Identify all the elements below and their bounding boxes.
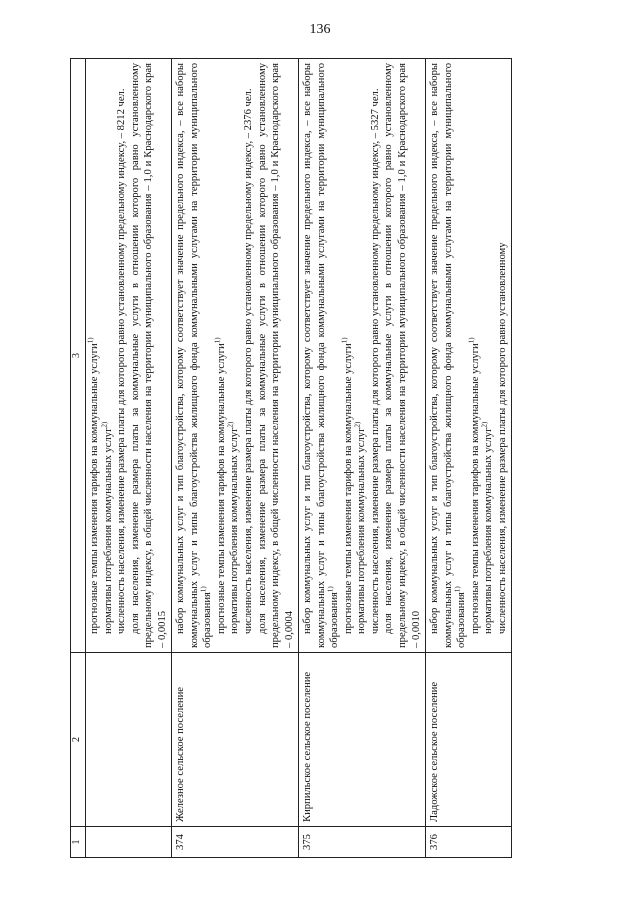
- footnote-marker: 2): [353, 421, 362, 428]
- description-text: нормативы потребления коммунальных услуг: [102, 427, 114, 634]
- footnote-marker: 1): [213, 337, 222, 344]
- description-line: [496, 63, 510, 648]
- footnote-marker: 1): [467, 337, 476, 344]
- description-line: [369, 63, 383, 648]
- footnote-marker: 1): [199, 586, 208, 593]
- header-col-3: 3: [71, 59, 86, 653]
- table-row: [426, 59, 512, 858]
- footnote-marker: 1): [453, 586, 462, 593]
- data-table: [70, 58, 512, 858]
- description-text: нормативы потребления коммунальных услуг: [229, 427, 241, 634]
- row-number: 375: [299, 827, 426, 858]
- footnote-marker: 1): [340, 337, 349, 344]
- row-description: [86, 59, 172, 653]
- description-line: [215, 63, 229, 648]
- description-line: [469, 63, 483, 648]
- description-line: [382, 63, 423, 648]
- table-row: [299, 59, 426, 858]
- row-number: [86, 827, 172, 858]
- table-row: [172, 59, 299, 858]
- row-description: [299, 59, 426, 653]
- settlement-name: Ладожское сельское поселение: [426, 653, 512, 827]
- description-line: [174, 63, 215, 648]
- description-text: нормативы потребления коммунальных услуг: [483, 427, 495, 634]
- description-line: [242, 63, 256, 648]
- header-row: [71, 59, 86, 858]
- description-line: [88, 63, 102, 648]
- description-line: [228, 63, 242, 648]
- header-col-2: 2: [71, 653, 86, 827]
- row-number: 374: [172, 827, 299, 858]
- page-number: 136: [309, 22, 331, 37]
- settlement-name: Кирпильское сельское поселение: [299, 653, 426, 827]
- description-line: [301, 63, 342, 648]
- description-line: [115, 63, 129, 648]
- description-text: численность населения, изменение размера платы для которого равно установленному предельному индексу, – 2376 чел.: [243, 88, 255, 634]
- description-text: прогнозные темпы изменения тарифов на коммунальные услуги: [215, 343, 227, 634]
- description-text: набор коммунальных услуг и тип благоустройства, которому соответствует значение предельного индекса, – все наборы коммунальных услуг и типы благоустройства жилищного фонда коммунальными услугами на территории муниципального образования: [302, 63, 341, 648]
- settlement-name: [86, 653, 172, 827]
- description-text: прогнозные темпы изменения тарифов на коммунальные услуги: [469, 343, 481, 634]
- description-text: численность населения, изменение размера платы для которого равно установленному предельному индексу, – 5327 чел.: [369, 88, 381, 634]
- description-line: [102, 63, 116, 648]
- rotated-table-container: [70, 58, 560, 858]
- header-col-1: 1: [71, 827, 86, 858]
- description-line: [355, 63, 369, 648]
- description-text: набор коммунальных услуг и тип благоустройства, которому соответствует значение предельного индекса, – все наборы коммунальных услуг и типы благоустройства жилищного фонда коммунальными услугами на территории муниципального образования: [175, 63, 214, 648]
- footnote-marker: 2): [480, 421, 489, 428]
- description-text: нормативы потребления коммунальных услуг: [356, 427, 368, 634]
- description-text: прогнозные темпы изменения тарифов на коммунальные услуги: [342, 343, 354, 634]
- footnote-marker: 2): [100, 421, 109, 428]
- description-line: [129, 63, 170, 648]
- description-line: [428, 63, 469, 648]
- row-number: 376: [426, 827, 512, 858]
- description-line: [342, 63, 356, 648]
- settlement-name: Железное сельское поселение: [172, 653, 299, 827]
- description-text: доля населения, изменение размера платы за коммунальные услуги в отношении которого равно установленному предельному индексу, в общей численности населения на территории муниципального образования – 1,0 и Краснодарского края – 0,0010: [383, 63, 422, 648]
- footnote-marker: 2): [226, 421, 235, 428]
- row-description: [426, 59, 512, 653]
- footnote-marker: 1): [86, 337, 95, 344]
- footnote-marker: 1): [326, 586, 335, 593]
- description-line: [256, 63, 297, 648]
- description-text: численность населения, изменение размера платы для которого равно установленному предельному индексу, – 8212 чел.: [116, 88, 128, 634]
- row-description: [172, 59, 299, 653]
- continuation-row: [86, 59, 172, 858]
- description-text: доля населения, изменение размера платы за коммунальные услуги в отношении которого равно установленному предельному индексу, в общей численности населения на территории муниципального образования – 1,0 и Краснодарского края – 0,0004: [256, 63, 295, 648]
- description-text: доля населения, изменение размера платы за коммунальные услуги в отношении которого равно установленному предельному индексу, в общей численности населения на территории муниципального образования – 1,0 и Краснодарского края – 0,0015: [129, 63, 168, 648]
- description-text: набор коммунальных услуг и тип благоустройства, которому соответствует значение предельного индекса, – все наборы коммунальных услуг и типы благоустройства жилищного фонда коммунальными услугами на территории муниципального образования: [429, 63, 468, 648]
- description-text: численность населения, изменение размера платы для которого равно установленному: [496, 242, 508, 634]
- description-line: [482, 63, 496, 648]
- description-text: прогнозные темпы изменения тарифов на коммунальные услуги: [89, 343, 100, 634]
